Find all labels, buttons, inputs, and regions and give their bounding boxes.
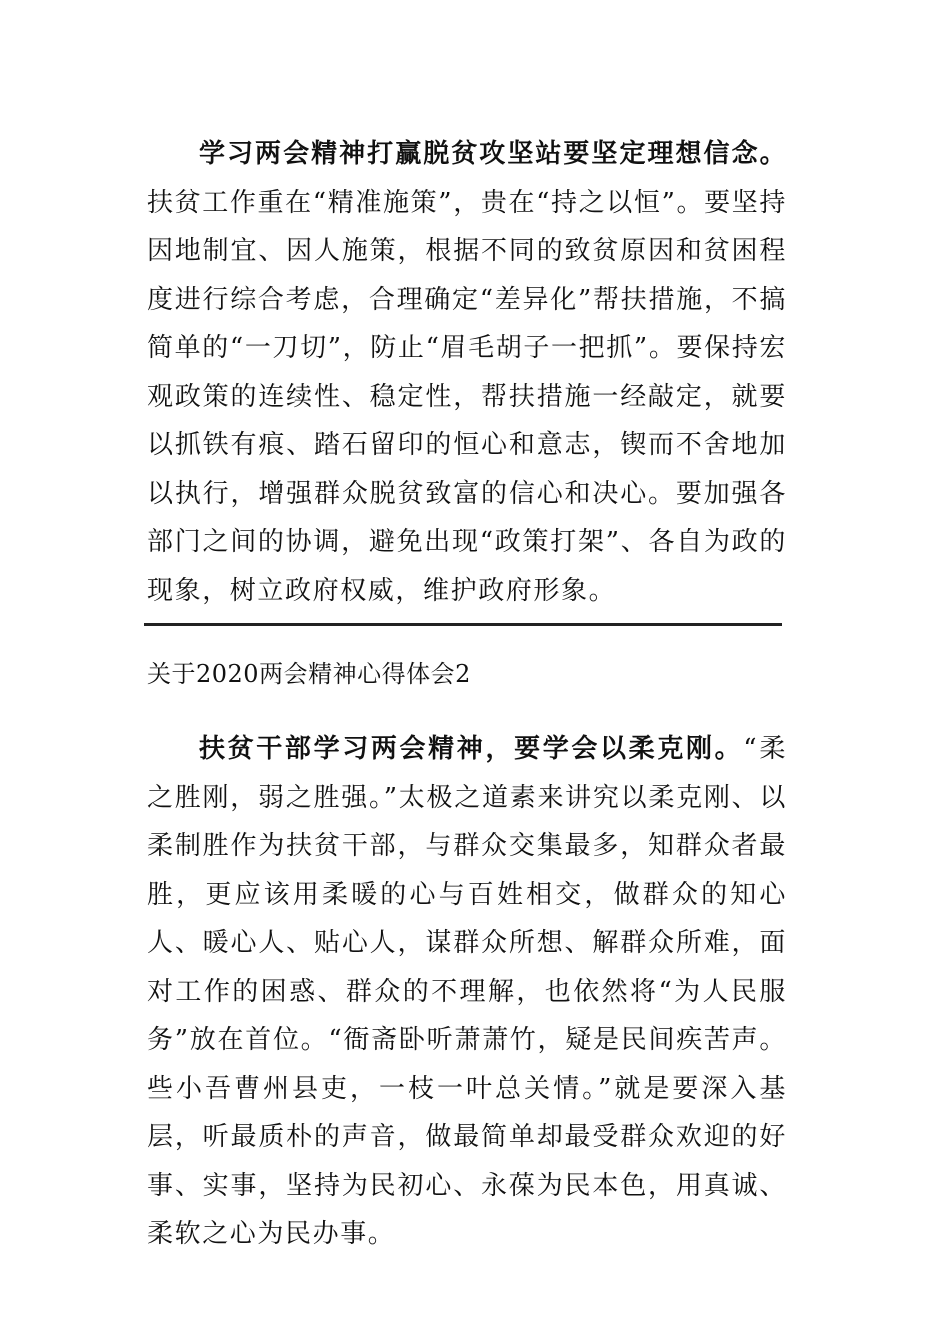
- section-heading: 关于2020两会精神心得体会2: [147, 660, 471, 688]
- paragraph-1-body: 扶贫工作重在“精准施策”，贵在“持之以恒”。要坚持因地制宜、因人施策，根据不同的致贫原因和贫困程度进行综合考虑，合理确定“差异化”帮扶措施，不搞简单的“一刀切”，防止“眉毛胡子一把抓”。要保持宏观政策的连续性、稳定性，帮扶措施一经敲定，就要以抓铁有痕、踏石留印的恒心和意志，锲而不舍地加以执行，增强群众脱贫致富的信心和决心。要加强各部门之间的协调，避免出现“政策打架”、各自为政的现象，树立政府权威，维护政府形象。: [147, 187, 787, 606]
- paragraph-2-lead: 扶贫干部学习两会精神，要学会以柔克刚。: [199, 734, 744, 764]
- section-divider: [144, 623, 782, 626]
- paragraph-2-body: “柔之胜刚，弱之胜强。”太极之道素来讲究以柔克刚、以柔制胜作为扶贫干部，与群众交集最多，知群众者最胜，更应该用柔暖的心与百姓相交，做群众的知心人、暖心人、贴心人，谋群众所想、解群众所难，面对工作的困惑、群众的不理解，也依然将“为人民服务”放在首位。“衙斋卧听萧萧竹，疑是民间疾苦声。些小吾曹州县吏，一枝一叶总关情。”就是要深入基层，听最质朴的声音，做最简单却最受群众欢迎的好事、实事，坚持为民初心、永葆为民本色，用真诚、柔软之心为民办事。: [147, 734, 787, 1249]
- paragraph-2: [147, 725, 787, 1259]
- paragraph-1-lead: 学习两会精神打赢脱贫攻坚站要坚定理想信念。: [199, 139, 787, 169]
- paragraph-1: [147, 130, 787, 615]
